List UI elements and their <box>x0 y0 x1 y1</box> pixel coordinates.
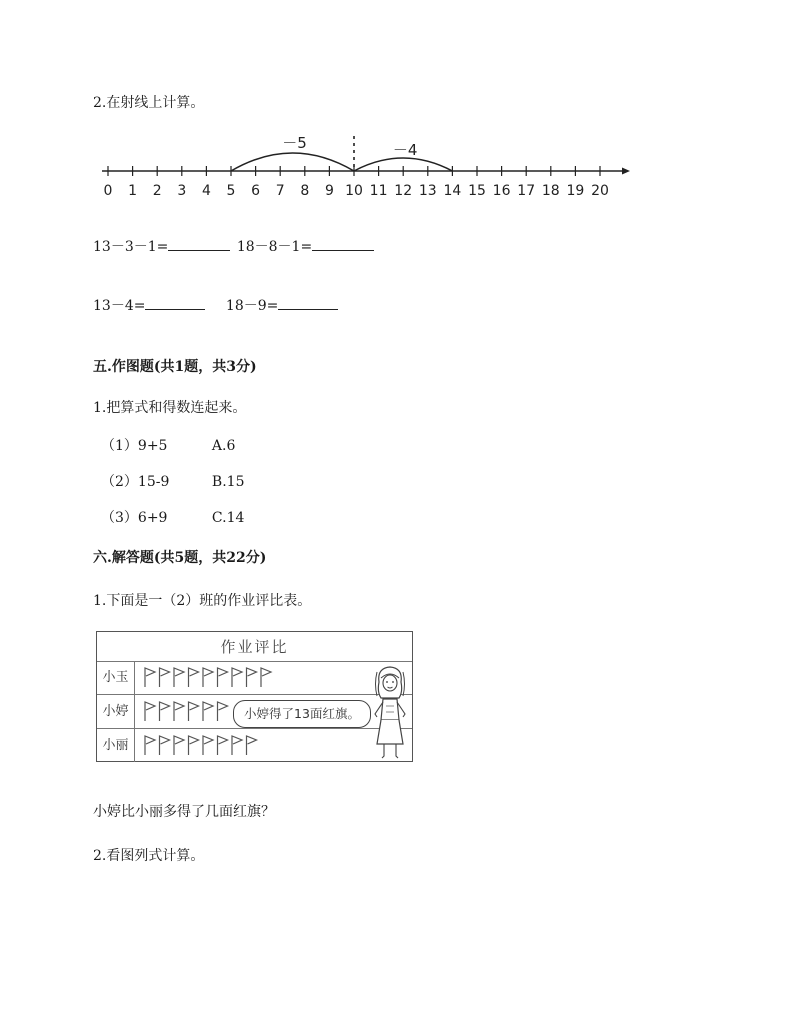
equation-row-2 <box>93 295 338 315</box>
student-name: 小婷 <box>97 695 135 728</box>
equation-4: 18－9= <box>225 298 279 314</box>
match-answer: B.15 <box>211 474 245 490</box>
tick-label: 0 <box>103 183 113 199</box>
tick-label: 2 <box>152 183 162 199</box>
flag-icon <box>160 668 170 687</box>
answer-blank-3[interactable] <box>145 295 205 310</box>
match-answer: C.14 <box>211 510 245 526</box>
match-expression: 9+5 <box>137 438 168 454</box>
flag-icon <box>160 736 170 755</box>
tick-label: 9 <box>324 183 334 199</box>
equation-row-1 <box>93 236 374 256</box>
student-name: 小丽 <box>97 729 135 762</box>
flag-icon <box>160 702 170 721</box>
tick-label: 17 <box>517 183 536 199</box>
tick-label: 16 <box>492 183 511 199</box>
flag-icon <box>174 736 184 755</box>
student-name: 小玉 <box>97 661 135 694</box>
tick-label: 11 <box>369 183 388 199</box>
flag-icon <box>247 736 257 755</box>
section-6-question-1: 1.下面是一（2）班的作业评比表。 <box>93 593 312 609</box>
match-expression: 6+9 <box>137 510 168 526</box>
table-row <box>97 729 412 762</box>
tick-label: 6 <box>251 183 261 199</box>
equation-2: 18－8－1= <box>236 239 313 255</box>
flag-icon <box>174 702 184 721</box>
match-expression: 15-9 <box>137 474 170 490</box>
flag-row-1 <box>141 666 281 690</box>
number-line <box>96 128 636 203</box>
homework-rating-table <box>96 631 413 762</box>
flag-row-3 <box>141 734 281 758</box>
flag-icon <box>189 702 199 721</box>
girl-illustration <box>369 662 411 760</box>
section-6-question-2: 2.看图列式计算。 <box>93 848 205 864</box>
tick-label: 3 <box>177 183 187 199</box>
speech-bubble: 小婷得了13面红旗。 <box>233 700 371 728</box>
tick-label: 19 <box>566 183 585 199</box>
flag-icon <box>261 668 271 687</box>
tick-label: 10 <box>345 183 363 199</box>
arc-label-2: －4 <box>392 141 418 159</box>
arc-label-1: －5 <box>282 134 307 152</box>
equation-1: 13－3－1= <box>93 239 169 255</box>
tick-label: 20 <box>591 183 609 199</box>
flag-icon <box>189 668 199 687</box>
section-6-heading: 六.解答题(共5题，共22分) <box>93 550 267 566</box>
flag-icon <box>174 668 184 687</box>
table-row <box>97 661 412 695</box>
section-5-heading: 五.作图题(共1题，共3分) <box>93 359 257 375</box>
tick-label: 8 <box>300 183 310 199</box>
equation-3: 13－4= <box>93 298 146 314</box>
flag-icon <box>218 736 228 755</box>
match-number: （1） <box>101 438 138 454</box>
match-item-3 <box>101 507 244 527</box>
flag-icon <box>218 702 228 721</box>
tick-label: 18 <box>541 183 560 199</box>
tick-label: 14 <box>443 183 462 199</box>
flag-icon <box>218 668 228 687</box>
match-answer: A.6 <box>211 438 236 454</box>
match-item-2 <box>101 471 244 491</box>
tick-label: 1 <box>128 183 138 199</box>
tick-label: 4 <box>201 183 211 199</box>
tick-label: 12 <box>394 183 413 199</box>
tick-label: 15 <box>468 183 486 199</box>
match-number: （2） <box>101 474 138 490</box>
flag-icon <box>189 736 199 755</box>
section-5-question-1: 1.把算式和得数连起来。 <box>93 400 247 416</box>
flag-icon <box>232 668 242 687</box>
number-line-arrow <box>622 168 630 175</box>
tick-label: 7 <box>275 183 285 199</box>
tick-label: 13 <box>418 183 437 199</box>
jump-arc-1 <box>231 153 354 171</box>
match-item-1 <box>101 435 235 455</box>
match-number: （3） <box>101 510 138 526</box>
table-title: 作业评比 <box>97 632 412 662</box>
flag-icon <box>247 668 257 687</box>
answer-blank-4[interactable] <box>278 295 338 310</box>
flag-icon <box>145 702 155 721</box>
flag-icon <box>203 736 213 755</box>
section-6-question-1-prompt: 小婷比小丽多得了几面红旗？ <box>93 804 275 820</box>
flag-icon <box>145 668 155 687</box>
flag-icon <box>203 668 213 687</box>
answer-blank-1[interactable] <box>168 236 230 251</box>
question-2-title: 2.在射线上计算。 <box>93 95 205 111</box>
flag-icon <box>232 736 242 755</box>
answer-blank-2[interactable] <box>312 236 374 251</box>
tick-label: 5 <box>226 183 236 199</box>
flag-icon <box>145 736 155 755</box>
flag-icon <box>203 702 213 721</box>
